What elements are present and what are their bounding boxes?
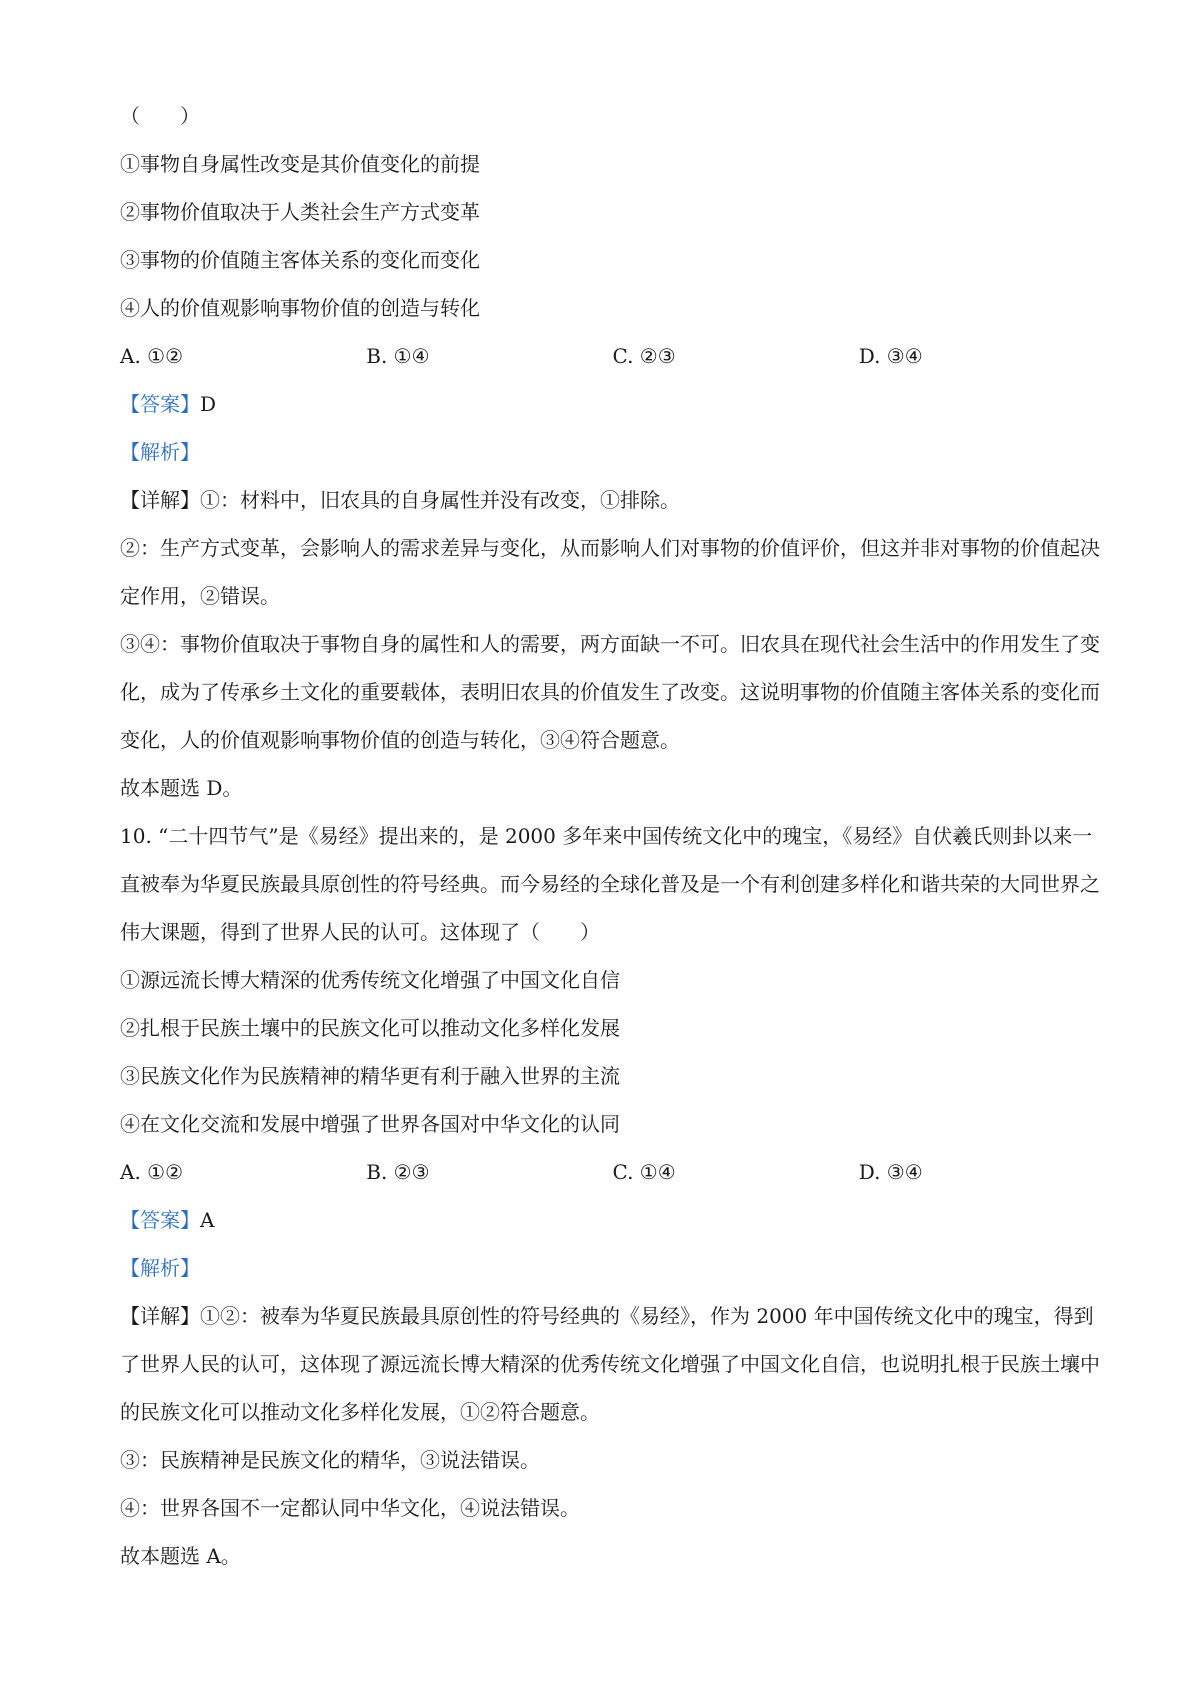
q9-option-c: C. ②③ xyxy=(612,344,676,368)
q10-answer-tag: 【答案】 xyxy=(120,1208,200,1232)
q10-option-d: D. ③④ xyxy=(858,1160,923,1184)
q9-option-b: B. ①④ xyxy=(366,344,430,368)
q9-item-1: ①事物自身属性改变是其价值变化的前提 xyxy=(120,152,480,176)
q10-item-2: ②扎根于民族土壤中的民族文化可以推动文化多样化发展 xyxy=(120,1016,620,1040)
q9-detail-1: 【详解】①：材料中，旧农具的自身属性并没有改变，①排除。 xyxy=(120,488,680,512)
q9-options xyxy=(120,332,1105,380)
q9-item-3: ③事物的价值随主客体关系的变化而变化 xyxy=(120,248,480,272)
q10-detail-2: ③：民族精神是民族文化的精华，③说法错误。 xyxy=(120,1448,540,1472)
q9-conclusion: 故本题选 D。 xyxy=(120,776,243,800)
q9-stem-tail: （ ） xyxy=(120,104,200,128)
q10-stem: 10. “二十四节气”是《易经》提出来的，是 2000 多年来中国传统文化中的瑰宝，《易经》自伏羲氏则卦以来一直被奉为华夏民族最具原创性的符号经典。而今易经的全球化普及是一个有利创建多样化和谐共荣的大同世界之伟大课题，得到了世界人民的认可。这体现了（ ） xyxy=(120,824,1100,944)
q10-option-b: B. ②③ xyxy=(366,1160,430,1184)
q10-analysis-tag: 【解析】 xyxy=(120,1256,200,1280)
document-page xyxy=(120,92,1105,1580)
q10-option-a: A. ①② xyxy=(120,1160,184,1184)
q10-conclusion: 故本题选 A。 xyxy=(120,1544,241,1568)
q9-answer-value: D xyxy=(200,392,217,416)
q9-detail-2: ②：生产方式变革，会影响人的需求差异与变化，从而影响人们对事物的价值评价，但这并非对事物的价值起决定作用，②错误。 xyxy=(120,536,1100,608)
q9-option-d: D. ③④ xyxy=(858,344,923,368)
q10-detail-3: ④：世界各国不一定都认同中华文化，④说法错误。 xyxy=(120,1496,580,1520)
q10-option-c: C. ①④ xyxy=(612,1160,676,1184)
q10-item-4: ④在文化交流和发展中增强了世界各国对中华文化的认同 xyxy=(120,1112,620,1136)
q10-detail-1: 【详解】①②：被奉为华夏民族最具原创性的符号经典的《易经》，作为 2000 年中国传统文化中的瑰宝，得到了世界人民的认可，这体现了源远流长博大精深的优秀传统文化增强了中国文化自信，也说明扎根于民族土壤中的民族文化可以推动文化多样化发展，①②符合题意。 xyxy=(120,1304,1100,1424)
q10-options xyxy=(120,1148,1105,1196)
q10-item-1: ①源远流长博大精深的优秀传统文化增强了中国文化自信 xyxy=(120,968,620,992)
q9-option-a: A. ①② xyxy=(120,344,184,368)
q9-item-4: ④人的价值观影响事物价值的创造与转化 xyxy=(120,296,480,320)
q10-item-3: ③民族文化作为民族精神的精华更有利于融入世界的主流 xyxy=(120,1064,620,1088)
q9-analysis-tag: 【解析】 xyxy=(120,440,200,464)
q10-answer xyxy=(120,1196,1105,1244)
q9-detail-3: ③④：事物价值取决于事物自身的属性和人的需要，两方面缺一不可。旧农具在现代社会生活中的作用发生了变化，成为了传承乡土文化的重要载体，表明旧农具的价值发生了改变。这说明事物的价值随主客体关系的变化而变化，人的价值观影响事物价值的创造与转化，③④符合题意。 xyxy=(120,632,1100,752)
q9-item-2: ②事物价值取决于人类社会生产方式变革 xyxy=(120,200,480,224)
q9-answer xyxy=(120,380,1105,428)
q9-answer-tag: 【答案】 xyxy=(120,392,200,416)
q10-answer-value: A xyxy=(200,1208,215,1232)
